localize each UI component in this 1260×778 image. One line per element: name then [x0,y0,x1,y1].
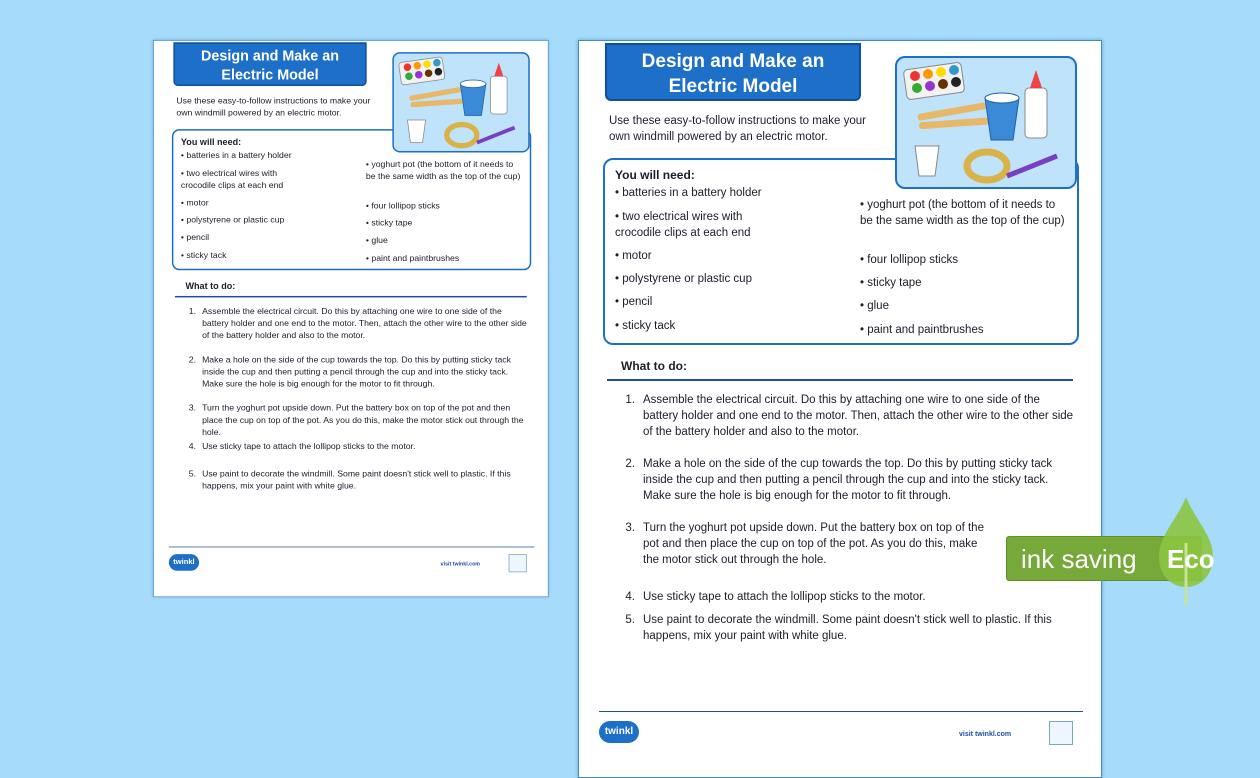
materials-box: You will need: • batteries in a battery holder • two electrical wires with crocodile clips at each end • motor • polystyrene or plastic cup • pencil • sticky tack • yoghurt pot (the bottom of it needs to be the same width as the top of the cup) • four lollipop sticks • sticky tape • glue • paint and paintbrushes [172,129,531,270]
material-item: • two electrical wires with crocodile clips at each end [615,211,751,239]
material-item: • four lollipop sticks [860,254,958,266]
twinkl-logo: twinkl [599,721,639,743]
material-item: • motor [180,198,209,208]
what-to-do-heading: What to do: [185,280,236,292]
material-item: • yoghurt pot (the bottom of it needs to be the same width as the top of the cup) [365,160,521,182]
materials-illustration [392,52,529,152]
worksheet-preview-small [153,40,549,597]
instruction-step: 2. Make a hole on the side of the cup towards the top. Do this by putting sticky tack inside the cup and then putting a pencil through the cup and into the sticky tack. Make sure the hole is big enough for the motor to fit through. [188,355,511,389]
quality-badge-icon [509,554,527,572]
divider [175,296,527,298]
quality-badge-icon [1049,721,1073,745]
divider [607,379,1073,381]
intro-text: Use these easy-to-follow instructions to make your own windmill powered by an electric motor. [609,115,866,143]
material-item: • pencil [180,233,210,243]
material-item: • polystyrene or plastic cup [180,215,285,225]
visit-link[interactable]: visit twinkl.com [440,561,481,567]
material-item: • sticky tack [615,320,676,332]
intro-text: Use these easy-to-follow instructions to make your own windmill powered by an electric motor. [176,96,371,118]
instruction-step: 4. Use sticky tape to attach the lollipop sticks to the motor. [188,442,416,452]
material-item: • yoghurt pot (the bottom of it needs to be the same width as the top of the cup) [860,199,1065,227]
worksheet-title: Design and Make an Electric Model [173,42,366,86]
material-item: • paint and paintbrushes [365,254,460,264]
material-item: • polystyrene or plastic cup [615,273,752,285]
instruction-step: 2. Make a hole on the side of the cup towards the top. Do this by putting sticky tack inside the cup and then putting a pencil through the cup and into the sticky tack. Make sure the hole is big enough for the motor to fit through. [625,458,1053,502]
material-item: • two electrical wires with crocodile clips at each end [180,169,284,191]
material-item: • batteries in a battery holder [615,187,762,199]
visit-link[interactable]: visit twinkl.com [959,731,1012,738]
instruction-step: 3. Turn the yoghurt pot upside down. Put the battery box on top of the pot and then place the cup on top of the pot. As you do this, make the motor stick out through the hole. [188,403,524,438]
instruction-step: 5. Use paint to decorate the windmill. Some paint doesn't stick well to plastic. If this happens, mix your paint with white glue. [188,469,511,491]
material-item: • motor [615,250,652,262]
ink-saving-banner: ink saving [1006,536,1202,581]
eco-label: Eco [1167,544,1215,574]
material-item: • glue [365,236,388,246]
materials-box: You will need: • batteries in a battery holder • two electrical wires with crocodile clips at each end • motor • polystyrene or plastic cup • pencil • sticky tack • yoghurt pot (the bottom of it needs to be the same width as the top of the cup) • four lollipop sticks • sticky tape • glue • paint and paintbrushes [603,158,1079,345]
material-item: • sticky tack [180,251,227,261]
material-item: • paint and paintbrushes [860,324,984,336]
worksheet-preview-large [578,40,1102,778]
material-item: • sticky tape [365,218,413,228]
instruction-step: 3. Turn the yoghurt pot upside down. Put the battery box on top of the pot and then place the cup on top of the pot. As you do this, make the motor stick out through the hole. [625,522,984,566]
what-to-do-heading: What to do: [621,359,687,373]
instruction-step: 5. Use paint to decorate the windmill. Some paint doesn't stick well to plastic. If this happens, mix your paint with white glue. [625,614,1052,642]
material-item: • pencil [615,296,653,308]
material-item: • four lollipop sticks [365,201,440,211]
materials-illustration [895,56,1077,189]
material-item: • batteries in a battery holder [180,150,292,161]
instruction-step: 4. Use sticky tape to attach the lollipop sticks to the motor. [625,591,926,603]
footer-divider [169,547,534,548]
instruction-step: 1. Assemble the electrical circuit. Do this by attaching one wire to one side of the battery holder and one end to the motor. Then, attach the other wire to the other side of the battery holder and also to the motor. [625,394,1074,438]
instruction-step: 1. Assemble the electrical circuit. Do this by attaching one wire to one side of the battery holder and one end to the motor. Then, attach the other wire to the other side of the battery holder and also to the motor. [188,307,527,341]
twinkl-logo: twinkl [169,554,199,571]
material-item: • sticky tape [860,277,922,289]
footer-divider [599,711,1083,712]
worksheet-title: Design and Make an Electric Model [605,43,861,101]
material-item: • glue [860,300,889,312]
